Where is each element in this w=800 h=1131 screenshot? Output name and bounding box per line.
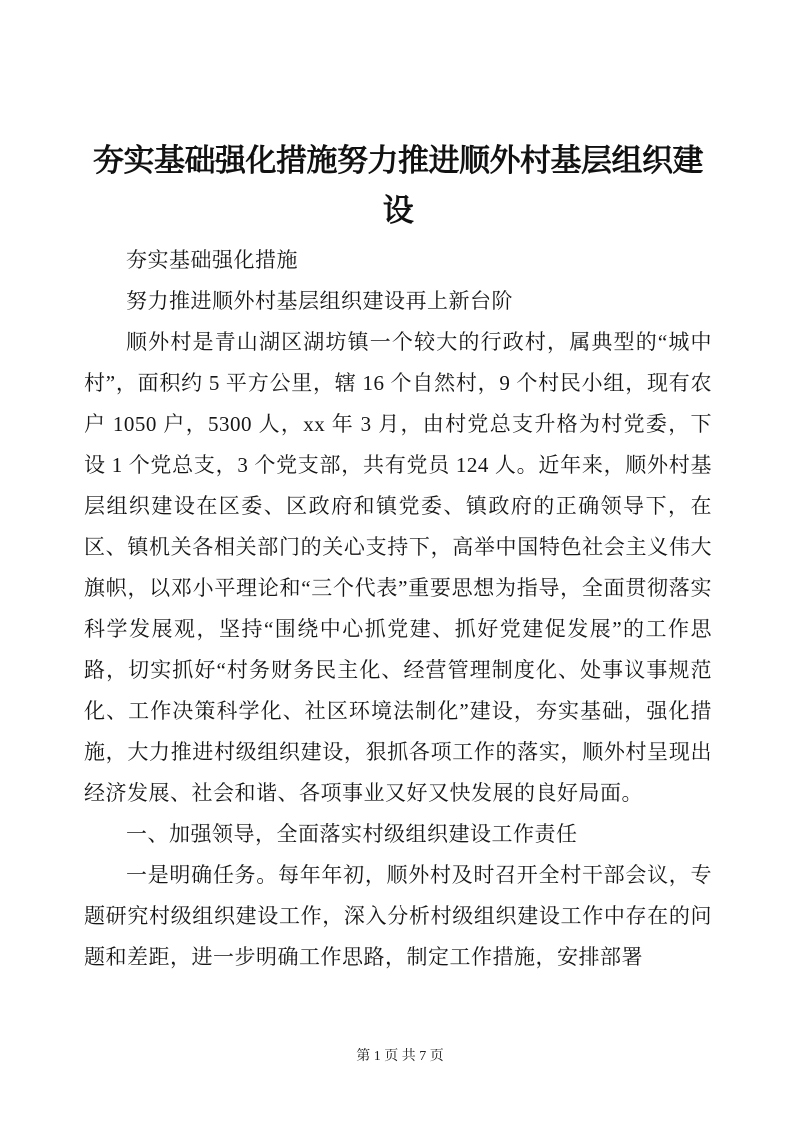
paragraph-intro: 顺外村是青山湖区湖坊镇一个较大的行政村，属典型的“城中村”，面积约 5 平方公里，辖 16 个自然村，9 个村民小组，现有农户 1050 户，5300 人，xx 年 3 月，由村党总支升格为村党委，下设 1 个党总支，3 个党支部，共有党员 124 人。近年来，顺外村基层组织建设在区委、区政府和镇党委、镇政府的正确领导下，在区、镇机关各相关部门的关心支持下，高举中国特色社会主义伟大旗帜，以邓小平理论和“三个代表”重要思想为指导，全面贯彻落实科学发展观，坚持“围绕中心抓党建、抓好党建促发展”的工作思路，切实抓好“村务财务民主化、经营管理制度化、处事议事规范化、工作决策科学化、社区环境法制化”建设，夯实基础，强化措施，大力推进村级组织建设，狠抓各项工作的落实，顺外村呈现出经济发展、社会和谐、各项事业又好又快发展的良好局面。 [84,330,712,805]
document-title-line-2: 设 [382,193,414,228]
document-title-line-1: 夯实基础强化措施努力推进顺外村基层组织建 [93,143,703,178]
paragraph-section-heading: 一、加强领导，全面落实村级组织建设工作责任 [126,822,578,846]
paragraph-subtitle-1: 夯实基础强化措施 [126,248,298,272]
paragraph-section-body: 一是明确任务。每年年初，顺外村及时召开全村干部会议，专题研究村级组织建设工作，深入分析村级组织建设工作中存在的问题和差距，进一步明确工作思路，制定工作措施，安排部署 [84,863,712,969]
document-content [84,136,712,978]
page-number-label: 第 1 页 共 7 页 [356,1049,444,1064]
page-footer [0,1047,800,1067]
document-body [84,240,712,978]
document-title [84,136,712,236]
paragraph-subtitle-2: 努力推进顺外村基层组织建设再上新台阶 [126,289,513,313]
